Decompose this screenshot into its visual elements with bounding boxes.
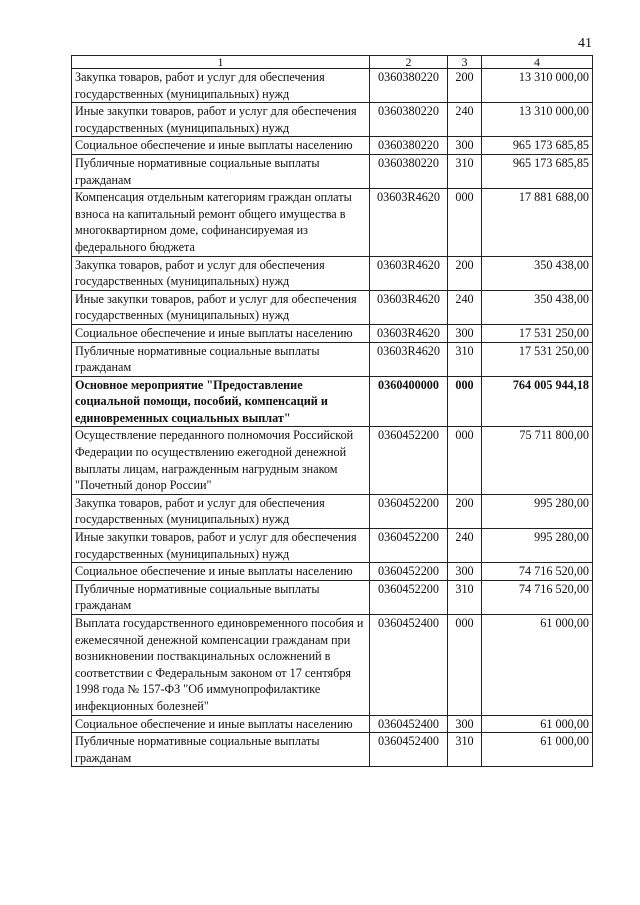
row-code: 0360452200 bbox=[370, 563, 448, 581]
table-row-main-event bbox=[72, 376, 593, 427]
row-type: 300 bbox=[448, 563, 482, 581]
table-header bbox=[72, 56, 593, 69]
row-amount: 17 531 250,00 bbox=[482, 342, 593, 376]
row-name: Основное мероприятие "Предоставление социальной помощи, пособий, компенсаций и единовременных социальных выплат" bbox=[72, 376, 370, 427]
row-type: 000 bbox=[448, 189, 482, 256]
table-row bbox=[72, 69, 593, 103]
row-name: Закупка товаров, работ и услуг для обеспечения государственных (муниципальных) нужд bbox=[72, 256, 370, 290]
row-name: Закупка товаров, работ и услуг для обеспечения государственных (муниципальных) нужд bbox=[72, 494, 370, 528]
row-type: 300 bbox=[448, 324, 482, 342]
table-row bbox=[72, 189, 593, 256]
table-row bbox=[72, 427, 593, 494]
row-code: 0360452200 bbox=[370, 529, 448, 563]
table-row bbox=[72, 103, 593, 137]
row-name: Публичные нормативные социальные выплаты гражданам bbox=[72, 733, 370, 767]
row-name: Социальное обеспечение и иные выплаты населению bbox=[72, 137, 370, 155]
row-name: Выплата государственного единовременного пособия и ежемесячной денежной компенсации гражданам при возникновении поствакцинальных осложнений в соответствии с Федеральным законом от 17 сентября 1998 года № 157-ФЗ "Об иммунопрофилактике инфекционных болезней" bbox=[72, 615, 370, 716]
row-code: 0360452200 bbox=[370, 580, 448, 614]
table-row bbox=[72, 615, 593, 716]
row-type: 000 bbox=[448, 615, 482, 716]
page-number: 41 bbox=[578, 36, 592, 51]
row-amount: 61 000,00 bbox=[482, 733, 593, 767]
row-amount: 17 531 250,00 bbox=[482, 324, 593, 342]
column-header-name: 1 bbox=[72, 56, 370, 69]
row-name: Публичные нормативные социальные выплаты гражданам bbox=[72, 580, 370, 614]
row-code: 0360380220 bbox=[370, 69, 448, 103]
table-row bbox=[72, 733, 593, 767]
row-amount: 75 711 800,00 bbox=[482, 427, 593, 494]
row-type: 310 bbox=[448, 342, 482, 376]
row-type: 000 bbox=[448, 427, 482, 494]
row-amount: 13 310 000,00 bbox=[482, 103, 593, 137]
row-name: Социальное обеспечение и иные выплаты населению bbox=[72, 563, 370, 581]
row-code: 0360452400 bbox=[370, 715, 448, 733]
row-amount: 995 280,00 bbox=[482, 494, 593, 528]
column-header-type: 3 bbox=[448, 56, 482, 69]
row-code: 03603R4620 bbox=[370, 324, 448, 342]
row-type: 310 bbox=[448, 580, 482, 614]
row-name: Осуществление переданного полномочия Российской Федерации по осуществлению ежегодной денежной выплаты лицам, награжденным нагрудным знаком "Почетный донор России" bbox=[72, 427, 370, 494]
row-type: 240 bbox=[448, 103, 482, 137]
row-code: 03603R4620 bbox=[370, 256, 448, 290]
row-type: 200 bbox=[448, 256, 482, 290]
row-amount: 74 716 520,00 bbox=[482, 580, 593, 614]
table-row bbox=[72, 580, 593, 614]
table-row bbox=[72, 529, 593, 563]
table-row bbox=[72, 256, 593, 290]
table-row bbox=[72, 494, 593, 528]
row-type: 240 bbox=[448, 290, 482, 324]
row-type: 310 bbox=[448, 154, 482, 188]
row-amount: 764 005 944,18 bbox=[482, 376, 593, 427]
row-name: Компенсация отдельным категориям граждан оплаты взноса на капитальный ремонт общего имущества в многоквартирном доме, софинансируемая из федерального бюджета bbox=[72, 189, 370, 256]
row-type: 200 bbox=[448, 494, 482, 528]
row-name: Социальное обеспечение и иные выплаты населению bbox=[72, 324, 370, 342]
row-amount: 17 881 688,00 bbox=[482, 189, 593, 256]
row-code: 0360400000 bbox=[370, 376, 448, 427]
row-type: 300 bbox=[448, 137, 482, 155]
row-type: 240 bbox=[448, 529, 482, 563]
row-amount: 61 000,00 bbox=[482, 715, 593, 733]
row-name: Публичные нормативные социальные выплаты гражданам bbox=[72, 342, 370, 376]
table-row bbox=[72, 290, 593, 324]
row-name: Закупка товаров, работ и услуг для обеспечения государственных (муниципальных) нужд bbox=[72, 69, 370, 103]
row-type: 000 bbox=[448, 376, 482, 427]
row-code: 0360380220 bbox=[370, 103, 448, 137]
table-row bbox=[72, 154, 593, 188]
row-code: 0360452200 bbox=[370, 427, 448, 494]
row-name: Публичные нормативные социальные выплаты гражданам bbox=[72, 154, 370, 188]
row-code: 0360380220 bbox=[370, 154, 448, 188]
row-code: 0360452400 bbox=[370, 615, 448, 716]
row-type: 310 bbox=[448, 733, 482, 767]
row-type: 300 bbox=[448, 715, 482, 733]
row-code: 03603R4620 bbox=[370, 189, 448, 256]
row-type: 200 bbox=[448, 69, 482, 103]
row-amount: 13 310 000,00 bbox=[482, 69, 593, 103]
row-code: 03603R4620 bbox=[370, 342, 448, 376]
row-code: 0360452200 bbox=[370, 494, 448, 528]
row-amount: 350 438,00 bbox=[482, 290, 593, 324]
table-row bbox=[72, 563, 593, 581]
row-amount: 965 173 685,85 bbox=[482, 154, 593, 188]
table-row bbox=[72, 342, 593, 376]
row-name: Социальное обеспечение и иные выплаты населению bbox=[72, 715, 370, 733]
row-name: Иные закупки товаров, работ и услуг для обеспечения государственных (муниципальных) нужд bbox=[72, 103, 370, 137]
table-row bbox=[72, 137, 593, 155]
row-code: 03603R4620 bbox=[370, 290, 448, 324]
row-name: Иные закупки товаров, работ и услуг для обеспечения государственных (муниципальных) нужд bbox=[72, 529, 370, 563]
row-amount: 61 000,00 bbox=[482, 615, 593, 716]
row-code: 0360452400 bbox=[370, 733, 448, 767]
column-header-code: 2 bbox=[370, 56, 448, 69]
row-amount: 965 173 685,85 bbox=[482, 137, 593, 155]
table-row bbox=[72, 324, 593, 342]
row-name: Иные закупки товаров, работ и услуг для обеспечения государственных (муниципальных) нужд bbox=[72, 290, 370, 324]
row-amount: 350 438,00 bbox=[482, 256, 593, 290]
column-header-amount: 4 bbox=[482, 56, 593, 69]
row-code: 0360380220 bbox=[370, 137, 448, 155]
table-row bbox=[72, 715, 593, 733]
row-amount: 74 716 520,00 bbox=[482, 563, 593, 581]
budget-table bbox=[71, 55, 593, 767]
row-amount: 995 280,00 bbox=[482, 529, 593, 563]
